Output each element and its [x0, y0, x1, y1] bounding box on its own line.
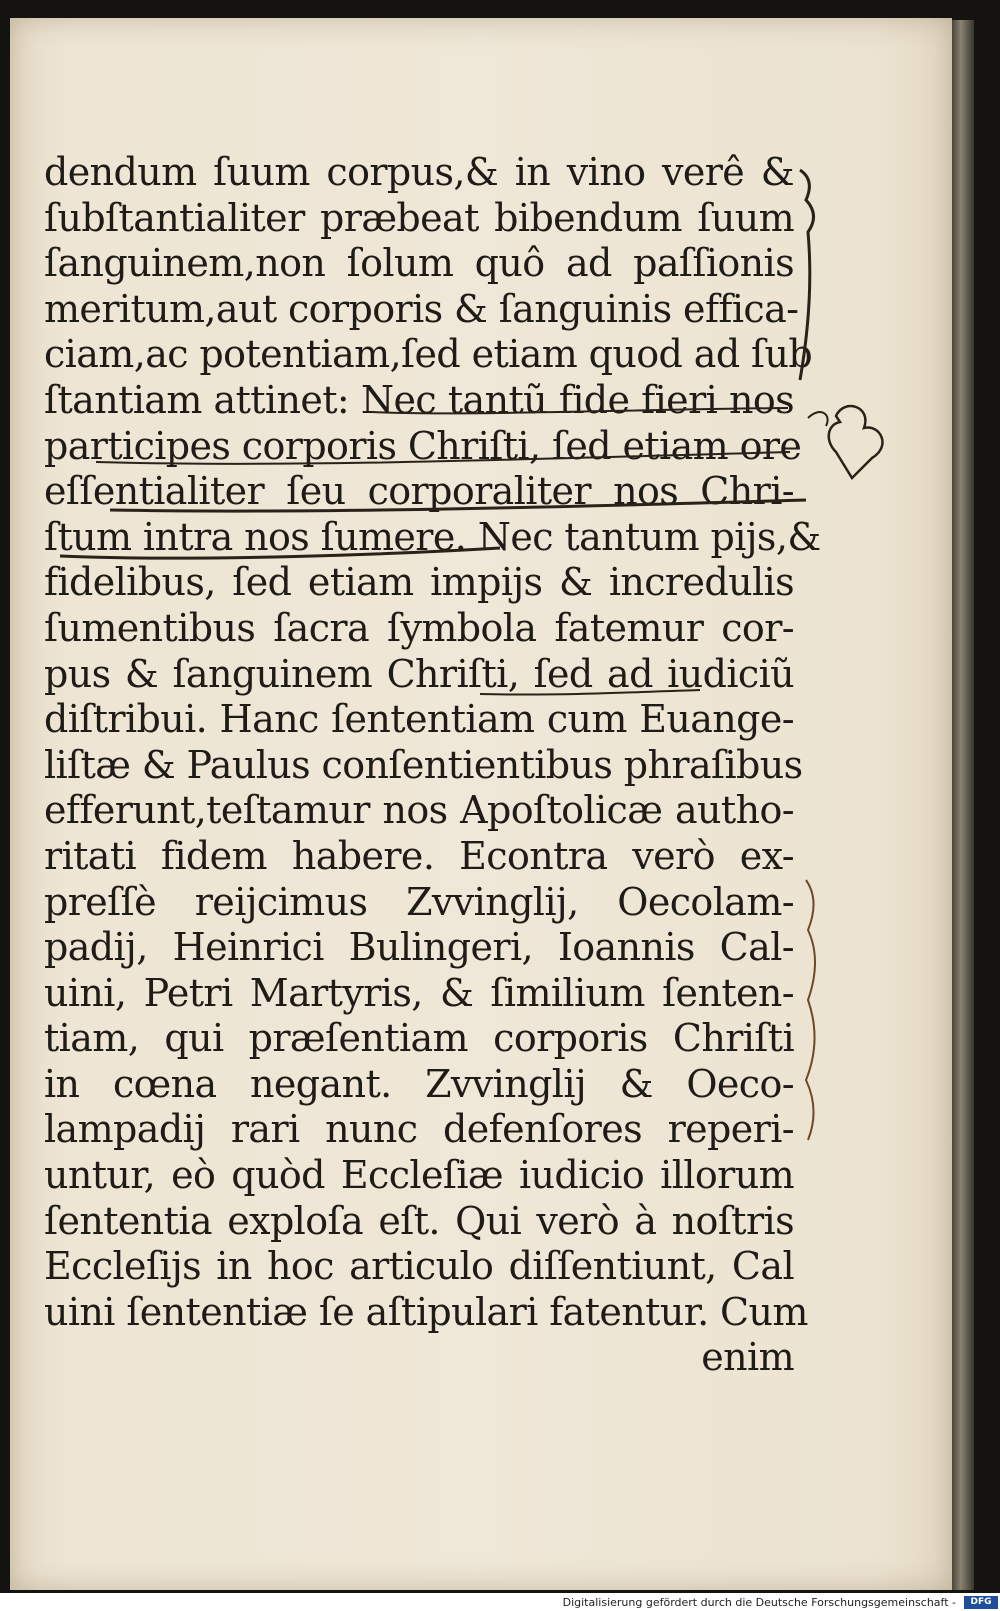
- text-line-19: uini, Petri Martyris, & ſimilium ſenten-: [44, 970, 794, 1015]
- text-line-1: dendum ſuum corpus,& in vino verê &: [44, 150, 794, 194]
- text-line-16: ritati fidem habere. Econtra verò ex-: [44, 833, 794, 878]
- text-line-9: ſtum intra nos ſumere. Nec tantum pijs,&: [44, 514, 821, 559]
- text-line-25: Eccleſijs in hoc articulo diſſentiunt, Cal: [44, 1244, 794, 1289]
- text-line-12: pus & ſanguinem Chriſti, ſed ad iudiciũ: [44, 651, 794, 696]
- catchword: enim: [701, 1335, 794, 1380]
- text-line-3: ſanguinem,non ſolum quô ad paſſionis: [44, 241, 794, 286]
- text-line-10: fidelibus, ſed etiam impijs & incredulis: [44, 560, 794, 605]
- page-edge: [952, 20, 974, 1590]
- text-line-11: ſumentibus ſacra ſymbola fatemur cor-: [44, 605, 794, 650]
- text-line-4: meritum,aut corporis & ſanguinis effica-: [44, 286, 799, 331]
- text-line-21: in cœna negant. Zvvinglij & Oeco-: [44, 1061, 794, 1106]
- text-line-8: eſſentialiter ſeu corporaliter nos Chri-: [44, 469, 794, 514]
- body-text: [44, 150, 821, 1381]
- digitization-credit: Digitalisierung gefördert durch die Deutsche Forschungsgemeinschaft -: [562, 1596, 956, 1609]
- text-line-15: efferunt,teſtamur nos Apoſtolicæ autho-: [44, 788, 794, 833]
- text-line-17: preſſè reijcimus Zvvinglij, Oecolam-: [44, 879, 794, 924]
- text-line-22: lampadij rari nunc defenſores reperi-: [44, 1107, 794, 1152]
- text-line-2: ſubſtantialiter præbeat bibendum ſuum: [44, 195, 794, 240]
- text-line-14: liſtæ & Paulus conſentientibus phraſibus: [44, 742, 803, 787]
- text-line-20: tiam, qui præſentiam corporis Chriſti: [44, 1016, 794, 1061]
- text-line-26: uini ſententiæ ſe aſtipulari fatentur. Cum: [44, 1289, 808, 1334]
- text-line-7: participes corporis Chriſti, ſed etiam ore: [44, 423, 802, 468]
- text-line-5: ciam,ac potentiam,ſed etiam quod ad ſub: [44, 332, 813, 377]
- text-line-24: ſententia exploſa eſt. Qui verò à noſtris: [44, 1198, 794, 1243]
- text-line-13: diſtribui. Hanc ſententiam cum Euange-: [44, 697, 794, 742]
- text-line-6: ſtantiam attinet: Nec tantũ fide fieri nos: [44, 377, 794, 422]
- text-line-23: untur, eò quòd Eccleſiæ iudicio illorum: [44, 1153, 794, 1198]
- dfg-logo: DFG: [964, 1596, 998, 1609]
- text-line-18: padij, Heinrici Bulingeri, Ioannis Cal-: [44, 925, 794, 970]
